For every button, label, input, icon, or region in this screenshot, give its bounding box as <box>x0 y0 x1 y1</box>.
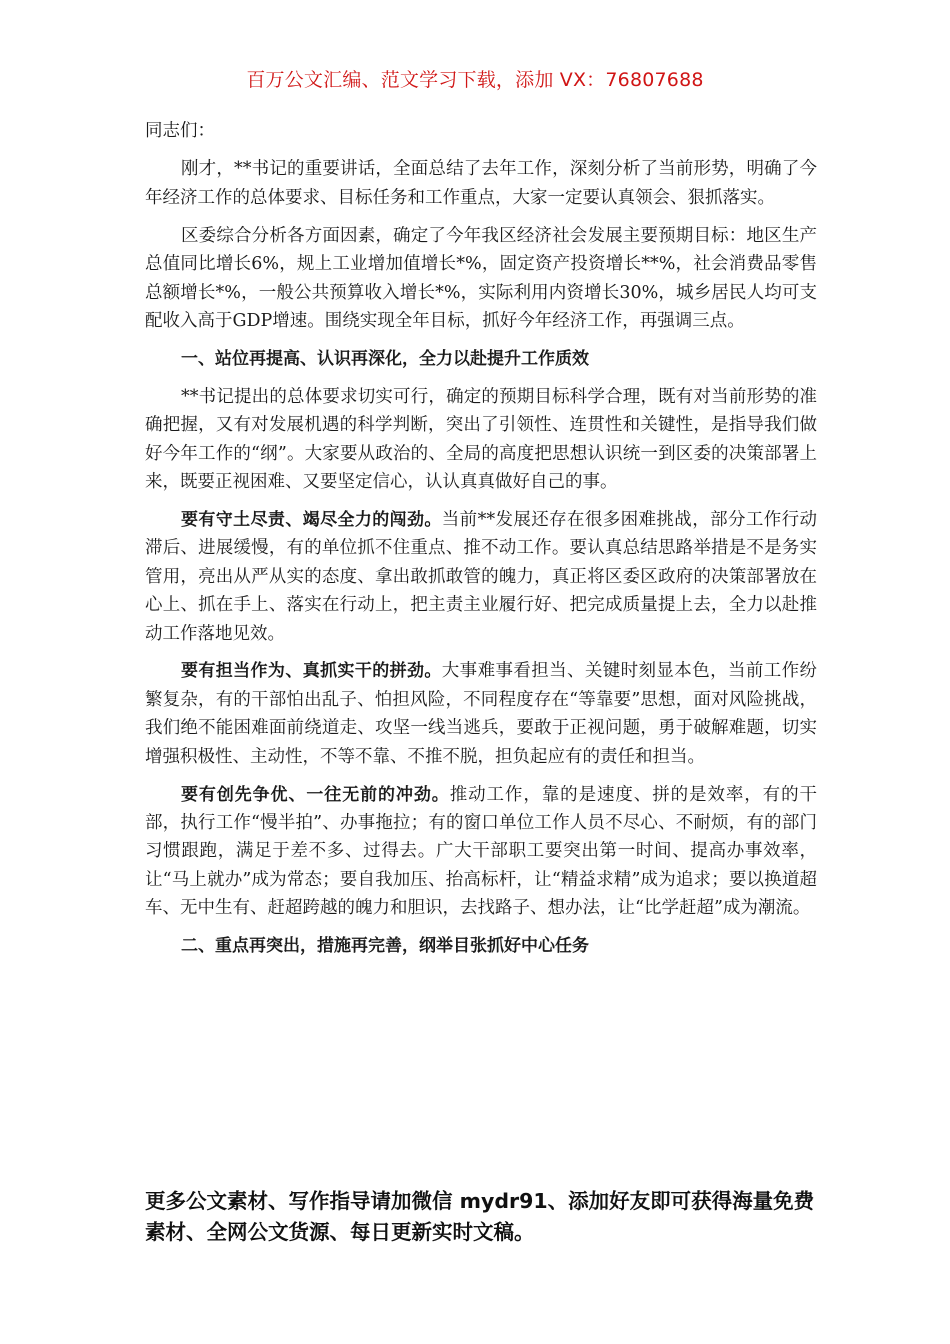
header-banner: 百万公文汇编、范文学习下载，添加 VX：76807688 <box>246 69 704 91</box>
section-heading-2: 二、重点再突出，措施再完善，纲举目张抓好中心任务 <box>181 936 589 957</box>
paragraph-requirements: **书记提出的总体要求切实可行，确定的预期目标科学合理，既有对当前形势的准确把握，又有对发展机遇的科学判断，突出了引领性、连贯性和关键性，是指导我们做好今年工作的“纲”。大家要从政治的、全局的高度把思想认识统一到区委的决策部署上来，既要正视困难、又要坚定信心，认认真真做好自己的事。 <box>145 386 817 492</box>
salutation: 同志们： <box>145 121 215 141</box>
document-body <box>145 117 817 970</box>
paragraph-targets: 区委综合分析各方面因素，确定了今年我区经济社会发展主要预期目标：地区生产总值同比增长6%，规上工业增加值增长*%，固定资产投资增长**%，社会消费品零售总额增长*%，一般公共预算收入增长*%，实际利用内资增长30%，城乡居民人均可支配收入高于GDP增速。围绕实现全年目标，抓好今年经济工作，再强调三点。 <box>145 225 817 331</box>
paragraph-intro: 刚才，**书记的重要讲话，全面总结了去年工作，深刻分析了当前形势，明确了今年经济工作的总体要求、目标任务和工作重点，大家一定要认真领会、狠抓落实。 <box>145 159 817 208</box>
point-paragraph-2 <box>145 657 817 771</box>
point-text-2: 大事难事看担当、关键时刻显本色，当前工作纷繁复杂，有的干部怕出乱子、怕担风险，不同程度存在“等靠要”思想，面对风险挑战，我们绝不能困难面前绕道走、攻坚一线当逃兵，要敢于正视问题，勇于破解难题，切实增强积极性、主动性，不等不靠、不推不脱，担负起应有的责任和担当。 <box>145 661 818 767</box>
point-lead-1: 要有守土尽责、竭尽全力的闯劲。 <box>181 509 442 530</box>
point-paragraph-1 <box>145 506 817 648</box>
point-lead-3: 要有创先争优、一往无前的冲劲。 <box>181 784 450 805</box>
footer-promo-note: 更多公文素材、写作指导请加微信 mydr91、添加好友即可获得海量免费素材、全网公文货源、每日更新实时文稿。 <box>145 1189 815 1244</box>
point-lead-2: 要有担当作为、真抓实干的拼劲。 <box>181 661 442 682</box>
section-heading-1: 一、站位再提高、认识再深化，全力以赴提升工作质效 <box>181 348 589 369</box>
point-text-1: 当前**发展还存在很多困难挑战，部分工作行动滞后、进展缓慢，有的单位抓不住重点、推不动工作。要认真总结思路举措是不是务实管用，亮出从严从实的态度、拿出敢抓敢管的魄力，真正将区委区政府的决策部署放在心上、抓在手上、落实在行动上，把主责主业履行好、把完成质量提上去，全力以赴推动工作落地见效。 <box>145 509 818 644</box>
point-text-3: 推动工作，靠的是速度、拼的是效率，有的干部，执行工作“慢半拍”、办事拖拉；有的窗口单位工作人员不尽心、不耐烦，有的部门习惯跟跑，满足于差不多、过得去。广大干部职工要突出第一时间、提高办事效率，让“马上就办”成为常态；要自我加压、抬高标杆，让“精益求精”成为追求；要以换道超车、无中生有、赶超跨越的魄力和胆识，去找路子、想办法，让“比学赶超”成为潮流。 <box>145 784 818 919</box>
point-paragraph-3 <box>145 781 817 923</box>
